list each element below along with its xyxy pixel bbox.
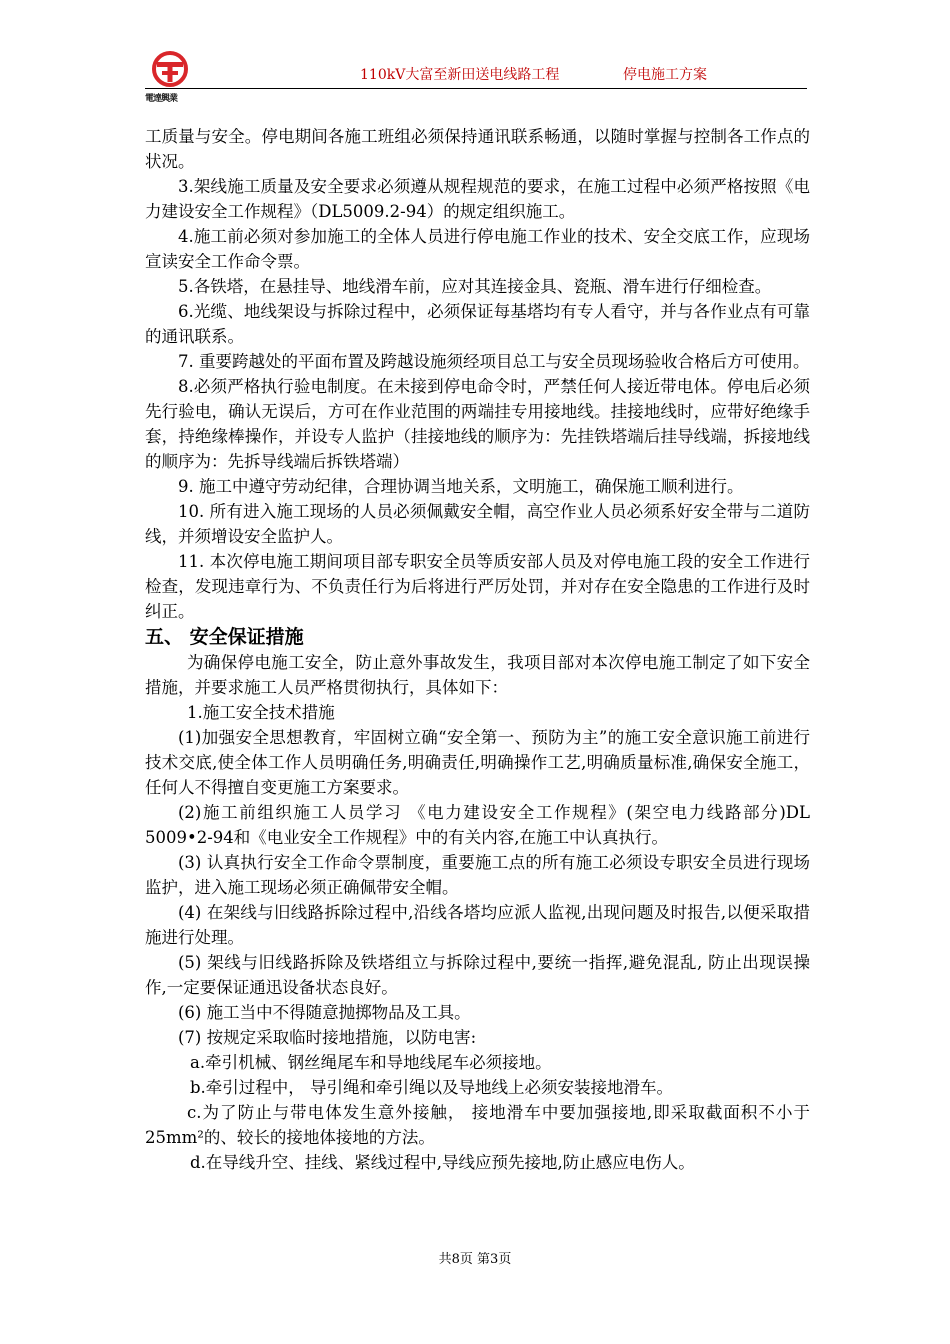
subsection-1-title: 1.施工安全技术措施 <box>187 703 335 722</box>
paragraph-item-8: 8.必须严格执行验电制度。在未接到停电命令时，严禁任何人接近带电体。停电后必须先行验电，确认无误后，方可在作业范围的两端挂专用接地线。挂接地线时，应带好绝缘手套，持绝缘棒操作，并设专人监护（挂接地线的顺序为：先挂铁塔端后挂导线端，拆接地线的顺序为：先拆导线端后拆铁塔端） <box>145 377 810 471</box>
measure-7-b: b.牵引过程中， 导引绳和牵引绳以及导地线上必须安装接地滑车。 <box>190 1078 674 1097</box>
paragraph-item-11: 11. 本次停电施工期间项目部专职安全员等质安部人员及对停电施工段的安全工作进行检查，发现违章行为、不负责任行为后将进行严厉处罚，并对存在安全隐患的工作进行及时纠正。 <box>145 552 810 621</box>
measure-7-d: d.在导线升空、挂线、紧线过程中,导线应预先接地,防止感应电伤人。 <box>190 1153 695 1172</box>
paragraph-item-9: 9. 施工中遵守劳动纪律，合理协调当地关系，文明施工，确保施工顺利进行。 <box>178 477 744 496</box>
measure-7-c: c.为了防止与带电体发生意外接触， 接地滑车中要加强接地,即采取截面积不小于25mm²的、较长的接地体接地的方法。 <box>145 1103 810 1147</box>
paragraph-item-4: 4.施工前必须对参加施工的全体人员进行停电施工作业的技术、安全交底工作，应现场宣读安全工作命令票。 <box>145 227 810 271</box>
measure-6: (6) 施工当中不得随意抛掷物品及工具。 <box>178 1003 471 1022</box>
paragraph-item-7: 7. 重要跨越处的平面布置及跨越设施须经项目总工与安全员现场验收合格后方可使用。 <box>178 352 810 371</box>
logo-text: 電達興業 <box>145 94 178 104</box>
header-document-title: 停电施工方案 <box>623 67 707 83</box>
paragraph-item-3: 3.架线施工质量及安全要求必须遵从规程规范的要求，在施工过程中必须严格按照《电力建设安全工作规程》（DL5009.2-94）的规定组织施工。 <box>145 177 810 221</box>
header-divider <box>145 88 807 89</box>
measure-3: (3) 认真执行安全工作命令票制度，重要施工点的所有施工必须设专职安全员进行现场监护，进入施工现场必须正确佩带安全帽。 <box>145 853 810 897</box>
measure-7: (7) 按规定采取临时接地措施，以防电害: <box>178 1028 477 1047</box>
company-logo-icon <box>145 50 197 90</box>
paragraph-item-5: 5.各铁塔，在悬挂导、地线滑车前，应对其连接金具、瓷瓶、滑车进行仔细检查。 <box>178 277 772 296</box>
section-5-intro: 为确保停电施工安全，防止意外事故发生，我项目部对本次停电施工制定了如下安全措施，并要求施工人员严格贯彻执行，具体如下： <box>145 653 810 697</box>
paragraph-item-6: 6.光缆、地线架设与拆除过程中，必须保证每基塔均有专人看守，并与各作业点有可靠的通讯联系。 <box>145 302 810 346</box>
paragraph-continued: 工质量与安全。停电期间各施工班组必须保持通讯联系畅通，以随时掌握与控制各工作点的状况。 <box>145 127 810 171</box>
document-body <box>145 124 810 1175</box>
measure-7-a: a.牵引机械、钢丝绳尾车和导地线尾车必须接地。 <box>190 1053 552 1072</box>
paragraph-item-10: 10. 所有进入施工现场的人员必须佩戴安全帽，高空作业人员必须系好安全带与二道防线，并须增设安全监护人。 <box>145 502 810 546</box>
section-heading-5: 五、 安全保证措施 <box>145 626 304 648</box>
measure-4: (4) 在架线与旧线路拆除过程中,沿线各塔均应派人监视,出现问题及时报告,以便采取措施进行处理。 <box>145 903 810 947</box>
measure-5: (5) 架线与旧线路拆除及铁塔组立与拆除过程中,要统一指挥,避免混乱, 防止出现误操作,一定要保证通迅设备状态良好。 <box>145 953 810 997</box>
measure-2: (2)施工前组织施工人员学习 《电力建设安全工作规程》(架空电力线路部分)DL 5009•2-94和《电业安全工作规程》中的有关内容,在施工中认真执行。 <box>145 803 810 847</box>
page-header <box>145 50 807 104</box>
header-project-name: 110kV大富至新田送电线路工程 <box>360 67 560 83</box>
measure-1: (1)加强安全思想教育，牢固树立确“安全第一、预防为主”的施工安全意识施工前进行技术交底,使全体工作人员明确任务,明确责任,明确操作工艺,明确质量标准,确保安全施工，任何人不得擅自变更施工方案要求。 <box>145 728 810 797</box>
page-footer: 共8页 第3页 <box>438 1252 512 1267</box>
